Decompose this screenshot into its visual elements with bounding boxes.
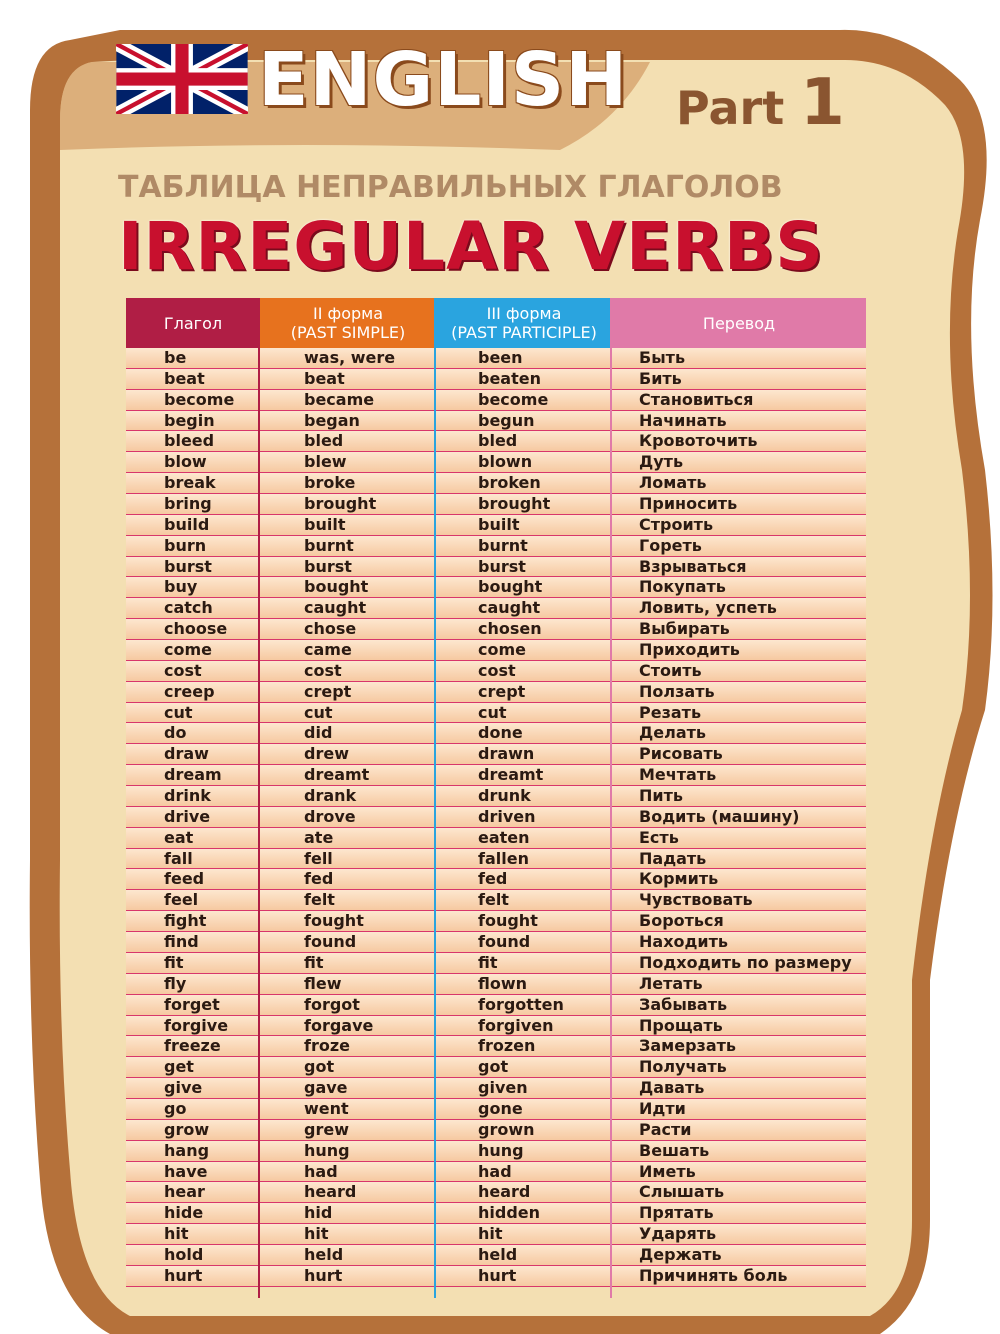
table-row xyxy=(126,890,866,911)
table-row xyxy=(126,661,866,682)
cell-verb: draw xyxy=(164,744,209,764)
cell-verb: hurt xyxy=(164,1265,203,1285)
cell-translation: Расти xyxy=(639,1119,692,1139)
cell-translation: Идти xyxy=(639,1098,686,1118)
cell-past-participle: found xyxy=(478,932,531,952)
cell-past-participle: built xyxy=(478,514,520,534)
cell-verb: begin xyxy=(164,410,215,430)
verbs-table xyxy=(126,298,866,1287)
table-row xyxy=(126,849,866,870)
table-row xyxy=(126,682,866,703)
cell-translation: Забывать xyxy=(639,994,728,1014)
cell-past-participle: felt xyxy=(478,890,509,910)
cell-past-participle: fit xyxy=(478,952,498,972)
header-past-participle-line2: (PAST PARTICIPLE) xyxy=(451,323,597,342)
cell-verb: catch xyxy=(164,598,213,618)
cell-past-participle: hung xyxy=(478,1140,524,1160)
table-row xyxy=(126,703,866,724)
cell-past-simple: fell xyxy=(304,848,333,868)
cell-verb: fight xyxy=(164,911,207,931)
table-row xyxy=(126,1099,866,1120)
cell-past-simple: burnt xyxy=(304,535,354,555)
cell-verb: bring xyxy=(164,494,212,514)
cell-translation: Делать xyxy=(639,723,707,743)
table-row xyxy=(126,786,866,807)
cell-verb: cost xyxy=(164,660,202,680)
table-row xyxy=(126,953,866,974)
cell-past-participle: flown xyxy=(478,973,528,993)
table-row xyxy=(126,1120,866,1141)
cell-past-simple: gave xyxy=(304,1078,348,1098)
cell-past-participle: frozen xyxy=(478,1036,536,1056)
cell-verb: forgive xyxy=(164,1015,229,1035)
cell-translation: Бить xyxy=(639,368,682,388)
cell-past-participle: driven xyxy=(478,806,536,826)
cell-verb: beat xyxy=(164,368,205,388)
cell-translation: Находить xyxy=(639,932,729,952)
cell-translation: Взрываться xyxy=(639,556,747,576)
header-translation-line1: Перевод xyxy=(702,313,776,333)
table-row xyxy=(126,1182,866,1203)
cell-verb: cut xyxy=(164,702,193,722)
table-row xyxy=(126,744,866,765)
cell-verb: buy xyxy=(164,577,198,597)
table-row xyxy=(126,411,866,432)
cell-past-simple: caught xyxy=(304,598,367,618)
cell-translation: Есть xyxy=(639,827,679,847)
cell-translation: Замерзать xyxy=(639,1036,737,1056)
cell-past-simple: bled xyxy=(304,431,344,451)
subtitle-ru: ТАБЛИЦА НЕПРАВИЛЬНЫХ ГЛАГОЛОВ xyxy=(118,170,783,205)
cell-past-simple: broke xyxy=(304,473,356,493)
cell-verb: forget xyxy=(164,994,220,1014)
cell-past-simple: drove xyxy=(304,806,356,826)
cell-past-participle: crept xyxy=(478,681,526,701)
cell-past-simple: fought xyxy=(304,911,364,931)
cell-translation: Быть xyxy=(639,348,686,367)
header-past-simple-line1: II форма xyxy=(312,304,384,323)
cell-verb: blow xyxy=(164,452,207,472)
cell-past-participle: drawn xyxy=(478,744,535,764)
table-row xyxy=(126,640,866,661)
cell-verb: bleed xyxy=(164,431,215,451)
cell-past-simple: became xyxy=(304,389,375,409)
cell-past-participle: forgiven xyxy=(478,1015,554,1035)
column-divider-1 xyxy=(258,298,260,1298)
part-number: 1 xyxy=(800,66,845,140)
cell-past-participle: fallen xyxy=(478,848,529,868)
cell-translation: Ломать xyxy=(639,473,707,493)
table-header xyxy=(126,298,866,348)
cell-verb: fit xyxy=(164,952,184,972)
cell-past-participle: brought xyxy=(478,494,551,514)
cell-past-participle: had xyxy=(478,1161,512,1181)
header-translation xyxy=(612,298,866,348)
part-label xyxy=(676,68,845,143)
table-row xyxy=(126,494,866,515)
table-row xyxy=(126,1245,866,1266)
cell-translation: Прощать xyxy=(639,1015,723,1035)
cell-translation: Начинать xyxy=(639,410,727,430)
table-row xyxy=(126,452,866,473)
cell-past-participle: become xyxy=(478,389,549,409)
table-row xyxy=(126,473,866,494)
cell-past-participle: fought xyxy=(478,911,538,931)
table-body xyxy=(126,348,866,1287)
cell-past-simple: cost xyxy=(304,660,342,680)
cell-verb: creep xyxy=(164,681,215,701)
cell-past-simple: dreamt xyxy=(304,765,370,785)
cell-past-simple: began xyxy=(304,410,360,430)
cell-verb: drive xyxy=(164,806,211,826)
cell-past-participle: broken xyxy=(478,473,541,493)
cell-translation: Кормить xyxy=(639,869,719,889)
header-past-participle-line1: III форма xyxy=(486,304,562,323)
cell-past-simple: forgot xyxy=(304,994,360,1014)
cell-past-simple: had xyxy=(304,1161,338,1181)
cell-verb: feel xyxy=(164,890,199,910)
cell-translation: Строить xyxy=(639,514,714,534)
cell-verb: choose xyxy=(164,619,228,639)
cell-translation: Ползать xyxy=(639,681,715,701)
cell-verb: eat xyxy=(164,827,194,847)
cell-verb: do xyxy=(164,723,187,743)
cell-past-simple: bought xyxy=(304,577,369,597)
cell-translation: Летать xyxy=(639,973,703,993)
cell-past-participle: eaten xyxy=(478,827,530,847)
cell-past-simple: brought xyxy=(304,494,377,514)
cell-past-simple: fit xyxy=(304,952,324,972)
part-word: Part xyxy=(676,81,785,135)
cell-past-simple: built xyxy=(304,514,346,534)
title-irregular-verbs: IRREGULAR VERBS xyxy=(118,208,824,285)
cell-translation: Иметь xyxy=(639,1161,696,1181)
cell-translation: Стоить xyxy=(639,660,702,680)
cell-past-participle: come xyxy=(478,640,526,660)
cell-verb: go xyxy=(164,1098,187,1118)
cell-past-participle: held xyxy=(478,1244,518,1264)
column-divider-2 xyxy=(434,298,436,1298)
header-verb-line1: Глагол xyxy=(163,313,223,333)
cell-past-participle: dreamt xyxy=(478,765,544,785)
table-row xyxy=(126,974,866,995)
cell-past-simple: crept xyxy=(304,681,352,701)
cell-past-simple: drew xyxy=(304,744,349,764)
cell-past-participle: begun xyxy=(478,410,535,430)
cell-past-simple: beat xyxy=(304,368,345,388)
cell-verb: burst xyxy=(164,556,212,576)
cell-translation: Резать xyxy=(639,702,702,722)
cell-translation: Чувствовать xyxy=(639,890,753,910)
cell-past-simple: chose xyxy=(304,619,357,639)
cell-verb: freeze xyxy=(164,1036,221,1056)
cell-past-participle: cut xyxy=(478,702,507,722)
table-row xyxy=(126,515,866,536)
table-row xyxy=(126,536,866,557)
header-past-simple-line2: (PAST SIMPLE) xyxy=(290,323,406,342)
cell-past-simple: held xyxy=(304,1244,344,1264)
cell-past-simple: found xyxy=(304,932,357,952)
cell-translation: Получать xyxy=(639,1057,727,1077)
cell-past-participle: beaten xyxy=(478,368,541,388)
cell-verb: hang xyxy=(164,1140,210,1160)
cell-translation: Приходить xyxy=(639,640,740,660)
cell-verb: dream xyxy=(164,765,222,785)
cell-past-simple: hung xyxy=(304,1140,350,1160)
cell-past-simple: was, were xyxy=(304,348,396,367)
cell-verb: fly xyxy=(164,973,187,993)
cell-translation: Бороться xyxy=(639,911,724,931)
cell-past-participle: hurt xyxy=(478,1265,517,1285)
cell-past-simple: came xyxy=(304,640,352,660)
cell-past-participle: blown xyxy=(478,452,533,472)
cell-verb: drink xyxy=(164,786,211,806)
table-row xyxy=(126,1057,866,1078)
cell-translation: Выбирать xyxy=(639,619,730,639)
cell-past-simple: cut xyxy=(304,702,333,722)
cell-verb: give xyxy=(164,1078,203,1098)
cell-past-simple: hid xyxy=(304,1203,333,1223)
cell-verb: hear xyxy=(164,1182,205,1202)
cell-past-participle: chosen xyxy=(478,619,542,639)
cell-past-simple: did xyxy=(304,723,333,743)
english-title: ENGLISH xyxy=(258,37,629,123)
table-row xyxy=(126,1078,866,1099)
cell-past-simple: fed xyxy=(304,869,334,889)
cell-verb: become xyxy=(164,389,235,409)
cell-past-participle: hit xyxy=(478,1224,503,1244)
cell-translation: Мечтать xyxy=(639,765,717,785)
table-row xyxy=(126,932,866,953)
cell-verb: feed xyxy=(164,869,205,889)
cell-past-simple: blew xyxy=(304,452,347,472)
cell-verb: grow xyxy=(164,1119,210,1139)
cell-translation: Пить xyxy=(639,786,683,806)
cell-translation: Подходить по размеру xyxy=(639,952,852,972)
cell-translation: Дуть xyxy=(639,452,684,472)
cell-past-participle: hidden xyxy=(478,1203,541,1223)
cell-translation: Прятать xyxy=(639,1203,714,1223)
cell-past-participle: drunk xyxy=(478,786,531,806)
cell-translation: Держать xyxy=(639,1244,722,1264)
cell-translation: Причинять боль xyxy=(639,1265,788,1285)
header-past-simple xyxy=(260,298,436,348)
cell-past-participle: got xyxy=(478,1057,509,1077)
cell-past-simple: got xyxy=(304,1057,335,1077)
cell-verb: hit xyxy=(164,1224,189,1244)
cell-translation: Гореть xyxy=(639,535,702,555)
header-past-participle xyxy=(436,298,612,348)
cell-past-participle: bled xyxy=(478,431,518,451)
cell-past-simple: grew xyxy=(304,1119,349,1139)
cell-past-simple: hurt xyxy=(304,1265,343,1285)
table-row xyxy=(126,995,866,1016)
cell-past-simple: went xyxy=(304,1098,349,1118)
header-verb xyxy=(126,298,260,348)
table-row xyxy=(126,1016,866,1037)
cell-past-simple: heard xyxy=(304,1182,357,1202)
cell-past-participle: heard xyxy=(478,1182,531,1202)
table-row xyxy=(126,1036,866,1057)
cell-translation: Становиться xyxy=(639,389,754,409)
cell-verb: break xyxy=(164,473,216,493)
table-row xyxy=(126,1162,866,1183)
table-row xyxy=(126,598,866,619)
table-row xyxy=(126,807,866,828)
cell-past-participle: cost xyxy=(478,660,516,680)
column-divider-3 xyxy=(610,298,612,1298)
cell-translation: Покупать xyxy=(639,577,726,597)
cell-translation: Давать xyxy=(639,1078,705,1098)
cell-past-participle: bought xyxy=(478,577,543,597)
cell-past-participle: burst xyxy=(478,556,526,576)
table-row xyxy=(126,348,866,369)
cell-translation: Водить (машину) xyxy=(639,806,800,826)
table-row xyxy=(126,1224,866,1245)
cell-translation: Ловить, успеть xyxy=(639,598,777,618)
cell-verb: have xyxy=(164,1161,208,1181)
uk-flag-icon xyxy=(116,44,248,114)
table-row xyxy=(126,911,866,932)
cell-translation: Падать xyxy=(639,848,707,868)
cell-past-simple: ate xyxy=(304,827,334,847)
cell-past-simple: forgave xyxy=(304,1015,374,1035)
cell-verb: burn xyxy=(164,535,207,555)
cell-verb: find xyxy=(164,932,199,952)
table-row xyxy=(126,828,866,849)
cell-past-participle: forgotten xyxy=(478,994,564,1014)
cell-past-participle: caught xyxy=(478,598,541,618)
cell-past-simple: hit xyxy=(304,1224,329,1244)
cell-verb: fall xyxy=(164,848,193,868)
cell-past-simple: flew xyxy=(304,973,342,993)
cell-past-simple: drank xyxy=(304,786,357,806)
table-row xyxy=(126,619,866,640)
table-row xyxy=(126,723,866,744)
cell-past-simple: froze xyxy=(304,1036,351,1056)
table-row xyxy=(126,431,866,452)
table-row xyxy=(126,765,866,786)
cell-verb: come xyxy=(164,640,212,660)
cell-past-participle: gone xyxy=(478,1098,523,1118)
cell-past-simple: burst xyxy=(304,556,352,576)
table-row xyxy=(126,557,866,578)
table-row xyxy=(126,369,866,390)
cell-past-participle: burnt xyxy=(478,535,528,555)
table-row xyxy=(126,1141,866,1162)
cell-translation: Вешать xyxy=(639,1140,710,1160)
table-row xyxy=(126,390,866,411)
cell-translation: Кровоточить xyxy=(639,431,758,451)
cell-verb: get xyxy=(164,1057,194,1077)
cell-verb: hide xyxy=(164,1203,204,1223)
table-row xyxy=(126,869,866,890)
cell-verb: be xyxy=(164,348,187,367)
cell-past-participle: fed xyxy=(478,869,508,889)
cell-translation: Ударять xyxy=(639,1224,717,1244)
cell-past-simple: felt xyxy=(304,890,335,910)
cell-verb: hold xyxy=(164,1244,204,1264)
cell-translation: Слышать xyxy=(639,1182,725,1202)
cell-past-participle: been xyxy=(478,348,523,367)
cell-past-participle: given xyxy=(478,1078,528,1098)
table-row xyxy=(126,577,866,598)
cell-verb: build xyxy=(164,514,210,534)
cell-past-participle: grown xyxy=(478,1119,535,1139)
cell-translation: Приносить xyxy=(639,494,738,514)
table-row xyxy=(126,1203,866,1224)
cell-past-participle: done xyxy=(478,723,523,743)
cell-translation: Рисовать xyxy=(639,744,723,764)
table-row xyxy=(126,1266,866,1287)
